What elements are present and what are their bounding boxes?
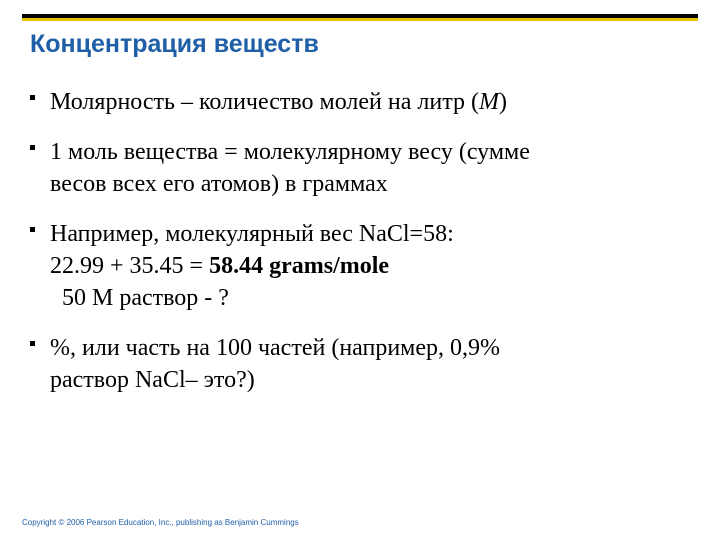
bullet-line-3: 50 M раствор - ? <box>62 285 229 311</box>
bullet-line-2: весов всех его атомов) в граммах <box>50 171 388 197</box>
bullet-nacl-example <box>30 218 690 314</box>
bullet-mole-definition <box>30 136 690 200</box>
calculation-result: 58.44 grams/mole <box>209 253 390 279</box>
bullet-marker <box>30 227 35 232</box>
slide-title: Концентрация веществ <box>30 30 319 58</box>
bullet-line-1: %, или часть на 100 частей (например, 0,9% <box>50 335 501 361</box>
bullet-molarity <box>30 86 690 118</box>
bullet-line-2: раствор NaCl– это?) <box>50 367 255 393</box>
molarity-symbol: M <box>478 89 499 115</box>
bullet-marker <box>30 145 35 150</box>
header-accent-rule <box>22 18 698 21</box>
copyright-notice: Copyright © 2006 Pearson Education, Inc., publishing as Benjamin Cummings <box>22 518 299 527</box>
bullet-text <box>50 86 690 118</box>
bullet-percent <box>30 332 690 396</box>
bullet-marker <box>30 95 35 100</box>
bullet-text-pre: Молярность – количество молей на литр ( <box>50 89 479 115</box>
bullet-line-1: Например, молекулярный вес NaCl=58: <box>50 221 454 247</box>
calculation-text: 22.99 + 35.45 = <box>50 253 210 279</box>
bullet-list <box>30 86 690 414</box>
bullet-line-2 <box>50 250 690 282</box>
bullet-line-1: 1 моль вещества = молекулярному весу (сумме <box>50 139 530 165</box>
bullet-text-post: ) <box>498 89 507 115</box>
bullet-marker <box>30 341 35 346</box>
